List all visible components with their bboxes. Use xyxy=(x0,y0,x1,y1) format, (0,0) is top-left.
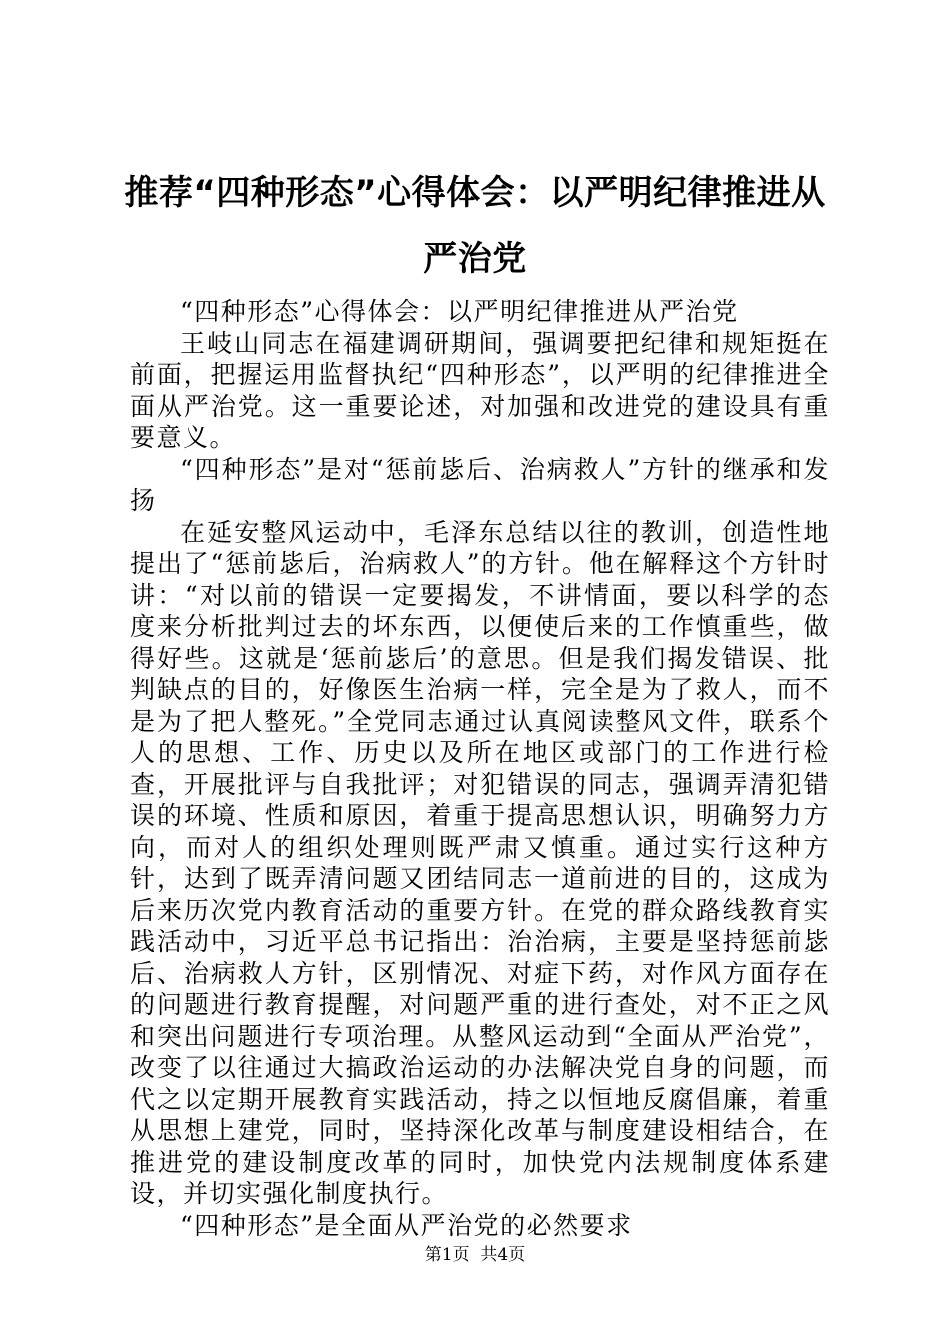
body-paragraph: 在延安整风运动中，毛泽东总结以往的教训，创造性地提出了“惩前毖后，治病救人”的方针。他在解释这个方针时讲：“对以前的错误一定要揭发，不讲情面，要以科学的态度来分析批判过去的坏东西，以便使后来的工作慎重些，做得好些。这就是‘惩前毖后’的意思。但是我们揭发错误、批判缺点的目的，好像医生治病一样，完全是为了救人，而不是为了把人整死。”全党同志通过认真阅读整风文件，联系个人的思想、工作、历史以及所在地区或部门的工作进行检查，开展批评与自我批评；对犯错误的同志，强调弄清犯错误的环境、性质和原因，着重于提高思想认识，明确努力方向，而对人的组织处理则既严肃又慎重。通过实行这种方针，达到了既弄清问题又团结同志一道前进的目的，这成为后来历次党内教育活动的重要方针。在党的群众路线教育实践活动中，习近平总书记指出：治治病，主要是坚持惩前毖后、治病救人方针，区别情况、对症下药，对作风方面存在的问题进行教育提醒，对问题严重的进行查处，对不正之风和突出问题进行专项治理。从整风运动到“全面从严治党”，改变了以往通过大搞政治运动的办法解决党自身的问题，而代之以定期开展教育实践活动，持之以恒地反腐倡廉，着重从思想上建党，同时，坚持深化改革与制度建设相结合，在推进党的建设制度改革的同时，加快党内法规制度体系建设，并切实强化制度执行。 xyxy=(130,517,830,1208)
subtitle-paragraph: “四种形态”心得体会：以严明纪律推进从严治党 xyxy=(180,297,739,326)
intro-paragraph: 王岐山同志在福建调研期间，强调要把纪律和规矩挺在前面，把握运用监督执纪“四种形态”，以严明的纪律推进全面从严治党。这一重要论述，对加强和改进党的建设具有重要意义。 xyxy=(130,328,830,452)
page-number: 第1页 共4页 xyxy=(424,1245,526,1265)
document-title: 推荐“四种形态”心得体会：以严明纪律推进从严治党 xyxy=(124,173,826,279)
page-footer xyxy=(0,1243,950,1267)
section-heading: “四种形态”是全面从严治党的必然要求 xyxy=(180,1210,633,1240)
section-heading: “四种形态”是对“惩前毖后、治病救人”方针的继承和发扬 xyxy=(130,454,830,515)
document-body xyxy=(130,296,830,1241)
